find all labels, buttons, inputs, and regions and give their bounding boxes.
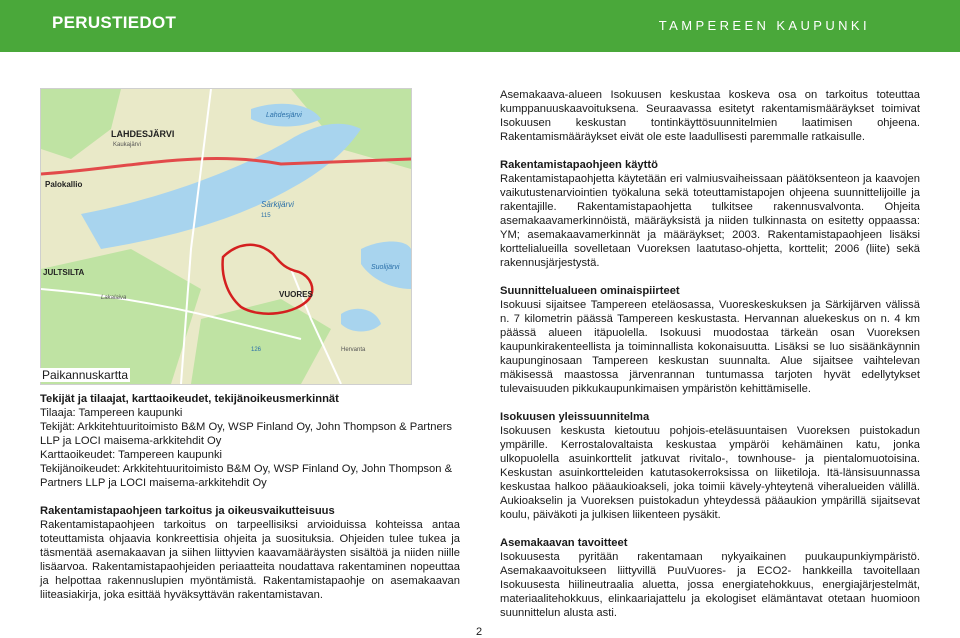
page-number: 2 bbox=[476, 626, 483, 638]
participants-line: Karttaoikeudet: Tampereen kaupunki bbox=[40, 449, 223, 461]
map-label-lakalaiva: Lakalaiva bbox=[101, 295, 127, 301]
map-label-kaukajarvi: Kaukajärvi bbox=[113, 142, 142, 148]
goals-section bbox=[500, 536, 920, 620]
header-bar bbox=[0, 0, 960, 52]
vision-heading: Isokuusen yleissuunnitelma bbox=[500, 411, 650, 423]
participants-section bbox=[40, 392, 460, 490]
usage-text: Rakentamistapaohjetta käytetään eri valmiusvaiheissaan päätöksenteon ja kaavojen vaikutustenarviointien työkaluna sekä toteuttamistapojen ohjeena suunnittelijoille ja rakentajille. Rakentamistapaohjetta tulkitsee rakennusvalvonta. Ohjeita asemakaavamerkinnöistä, määräyksistä ja niiden tulkinnasta on esitetty oppaassa: YM; asemakaavamerkinnät ja määräykset; 2003. Rakentamistapaohjeen lisäksi korttelialueilla sovelletaan Vuoreksen laatutaso-ohjetta, korttelit; 2006 (liite) sekä rakennusjärjestystä. bbox=[500, 173, 920, 269]
intro-section bbox=[500, 88, 920, 144]
section-title: PERUSTIEDOT bbox=[52, 13, 177, 32]
map-label-sarkijarvi: Särkijärvi bbox=[261, 200, 294, 209]
map-label-number: 126 bbox=[251, 347, 262, 353]
map-caption: Paikannuskartta bbox=[42, 368, 129, 382]
participants-line: Tekijänoikeudet: Arkkitehtuuritoimisto B&M Oy, WSP Finland Oy, John Thompson & Partners LLP ja LOCI maisema-arkkitehdit Oy bbox=[40, 463, 453, 489]
vision-text: Isokuusen keskusta kietoutuu pohjois-eteläsuuntaisen Vuoreksen puistokadun ympärille. Kerrostalovaltaista keskustaa ympäröi kehämäinen katu, jonka ulkopuolella asuinkorttelit jatkuvat rivitalo-, townhouse- ja pientalomuotoisina. Keskustan asuinkortteleiden katutasokerroksissa on liiketiloja. Itä-länsisuunnassa keskustaa halkoo pääaukioakseli, joka toimii kävely-yhteytenä viheralueiden välillä. Aukioakselin ja Vuoreksen puistokadun yhteydessä pääaukion ympärillä sijaitsevat koulu, päiväkoti ja julkisen liikenteen pysäkit. bbox=[500, 425, 920, 521]
purpose-text: Rakentamistapaohjeen tarkoitus on tarpeellisiksi arvioiduissa kohteissa antaa toteuttamista ohjaavia konkreettisia ohjeita ja suosituksia. Ohjeiden tulee tukea ja täsmentää asemakaavan ja siihen liittyvien kaavamääräysten sisältöä ja niiden niille lisäarvoa. Rakentamistapaohjeiden periaatteita noudattava rakentaminen nopeuttaa ja helpottaa rakennuslupien myöntämistä. Rakentamistapaohje on asemakaavan liiteasiakirja, joka esittää hyväksyttävän rakentamistavan. bbox=[40, 519, 460, 601]
map-label-lahdesjarvi-area: LAHDESJÄRVI bbox=[111, 129, 175, 139]
right-column bbox=[500, 88, 920, 634]
map-label-palokallio: Palokallio bbox=[45, 180, 83, 189]
vision-section bbox=[500, 410, 920, 522]
location-map-graphic bbox=[41, 89, 411, 384]
map-label-vuores: VUORES bbox=[279, 290, 313, 299]
map-label-hervanta: Hervanta bbox=[341, 347, 366, 353]
area-heading: Suunnittelualueen ominaispiirteet bbox=[500, 285, 680, 297]
area-section bbox=[500, 284, 920, 396]
map-label-suolijarvi: Suolijärvi bbox=[371, 264, 400, 271]
goals-text: Isokuusesta pyritään rakentamaan nykyaikainen puukaupunkiympäristö. Asemakaavoitukseen liittyvillä PuuVuores- ja ECO2- hankkeilla tavoitellaan Isokuusesta hiilineutraalia aluetta, jossa energiatehokkuus, energiajärjestelmät, materiaalitehokkuus, elinkaariajattelu ja ekologiset elämäntavat otetaan huomioon suunnittelun alusta asti. bbox=[500, 551, 920, 619]
purpose-heading: Rakentamistapaohjeen tarkoitus ja oikeusvaikutteisuus bbox=[40, 505, 335, 517]
usage-heading: Rakentamistapaohjeen käyttö bbox=[500, 159, 658, 171]
left-column bbox=[40, 392, 460, 616]
map-label-lahdesjarvi-lake: Lahdesjärvi bbox=[266, 112, 302, 119]
purpose-section bbox=[40, 504, 460, 602]
participants-line: Tilaaja: Tampereen kaupunki bbox=[40, 407, 183, 419]
intro-text: Asemakaava-alueen Isokuusen keskustaa koskeva osa on tarkoitus toteuttaa kumppanuuskaavoituksena. Seuraavassa esitetyt rakentamismääräykset toimivat Isokuusen keskustan tontinkäyttösuunnitelmien laatimisen ohjeena. Rakentamismääräykset eivät ole este laadullisesti paremmalle ratkaisulle. bbox=[500, 89, 920, 143]
location-map bbox=[40, 88, 412, 385]
area-text: Isokuusi sijaitsee Tampereen eteläosassa, Vuoreskeskuksen ja Särkijärven välissä n. 7 kilometrin päässä Tampereen keskustasta. Hervannan aluekeskus on n. 4 km päässä alueen itäpuolella. Isokuusi muodostaa tärkeän osan Vuoreksen kaupunkirakenteellista ja toiminnallista kokonaisuutta. Lisäksi se luo sisäänkäynnin kaupunginosaan Tampereen keskustan suunnalta. Alue sijaitsee vaihtelevan mäkisessä maastossa järvenrannan tuntumassa tarjoten hyvät edellytykset tulevaisuuden pikkukaupunkimaisen ympäristön kehittämiselle. bbox=[500, 299, 920, 395]
usage-section bbox=[500, 158, 920, 270]
map-label-jultsilta: JULTSILTA bbox=[43, 268, 85, 277]
city-name: TAMPEREEN KAUPUNKI bbox=[658, 18, 870, 33]
map-label-sarkijarvi-num: 115 bbox=[261, 213, 271, 219]
goals-heading: Asemakaavan tavoitteet bbox=[500, 537, 628, 549]
participants-line: Tekijät: Arkkitehtuuritoimisto B&M Oy, WSP Finland Oy, John Thompson & Partners LLP ja LOCI maisema-arkkitehdit Oy bbox=[40, 421, 453, 447]
participants-heading: Tekijät ja tilaajat, karttaoikeudet, tekijänoikeusmerkinnät bbox=[40, 393, 339, 405]
